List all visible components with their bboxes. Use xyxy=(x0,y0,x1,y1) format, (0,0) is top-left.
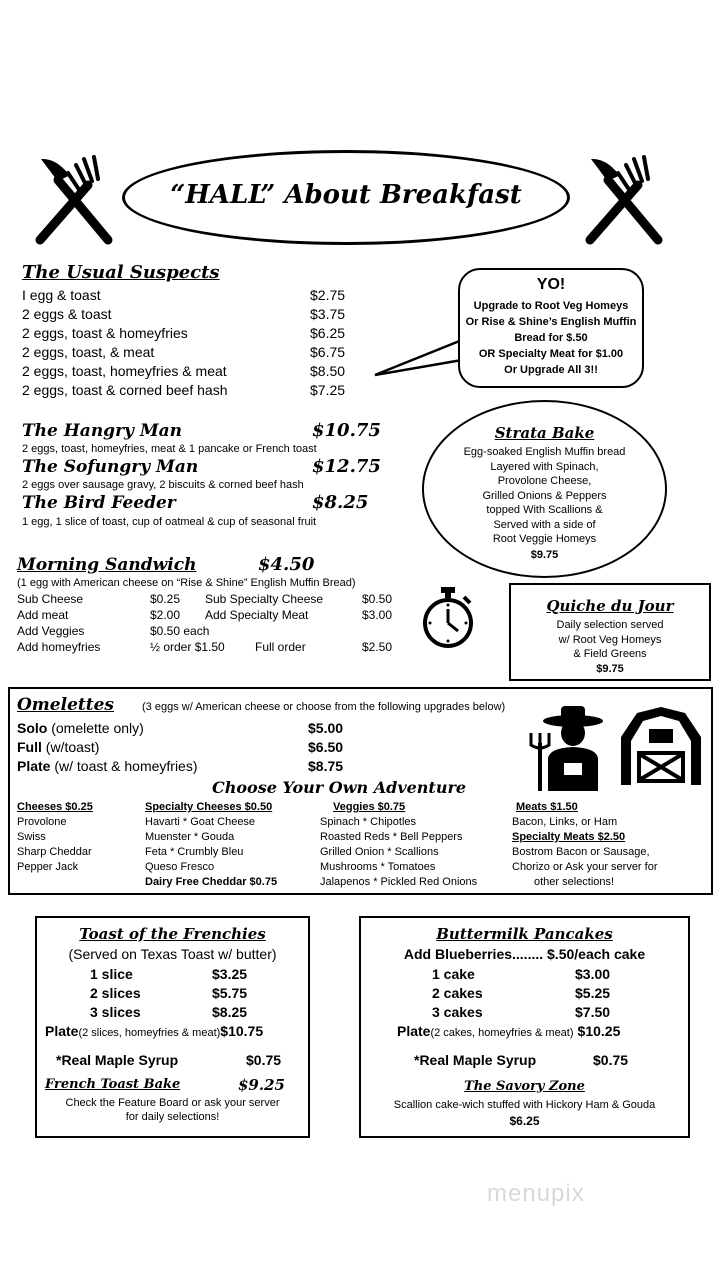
toast-subtitle: (Served on Texas Toast w/ butter) xyxy=(68,946,277,962)
toast-row-price: $8.25 xyxy=(212,1004,248,1020)
toast-row-label: 2 slices xyxy=(90,985,141,1001)
savory-zone-title: The Savory Zone xyxy=(464,1079,585,1094)
savory-zone-price: $6.25 xyxy=(509,1114,540,1128)
cheese-item: Pepper Jack xyxy=(17,861,79,873)
pancakes-plate xyxy=(397,1023,620,1039)
strata-line: Root Veggie Homeys xyxy=(492,533,597,545)
special-price: $8.25 xyxy=(312,492,369,513)
opt-label: Add Specialty Meat xyxy=(205,608,309,622)
usual-item xyxy=(22,306,112,322)
yo-line: OR Specialty Meat for $1.00 xyxy=(478,348,624,360)
opt-price: $2.50 xyxy=(362,640,393,654)
specialty-cheese-item: Queso Fresco xyxy=(145,861,215,873)
strata-line: Provolone Cheese, xyxy=(497,475,592,487)
specialty-cheeses-heading: Specialty Cheeses $0.50 xyxy=(145,801,273,813)
omelette-price: $5.00 xyxy=(308,720,344,736)
opt-price: $2.00 xyxy=(150,608,181,622)
speech-bubble-tail xyxy=(370,330,470,380)
pancake-row-price: $5.25 xyxy=(575,985,611,1001)
specialty-cheese-item: Muenster * Gouda xyxy=(145,831,235,843)
plate-label: Plate xyxy=(397,1023,431,1039)
special-desc: 2 eggs over sausage gravy, 2 biscuits & corned beef hash xyxy=(22,479,304,491)
specialty-meat-item: other selections! xyxy=(534,876,615,888)
size-desc: (w/toast) xyxy=(41,739,100,755)
bake-line: Check the Feature Board or ask your server xyxy=(65,1097,280,1109)
plate-label: Plate xyxy=(45,1023,79,1039)
item-name: 2 eggs, toast & homeyfries xyxy=(22,325,188,341)
veggies-heading: Veggies $0.75 xyxy=(333,801,406,813)
pancakes-title: Buttermilk Pancakes xyxy=(436,925,613,943)
specialty-meat-item: Chorizo or Ask your server for xyxy=(512,861,658,873)
yo-lines xyxy=(458,298,644,378)
specialty-cheese-item: Havarti * Goat Cheese xyxy=(145,816,256,828)
pancakes-syrup-label: *Real Maple Syrup xyxy=(414,1052,537,1068)
omelette-size xyxy=(17,758,198,774)
veggie-item: Mushrooms * Tomatoes xyxy=(320,861,436,873)
pancake-row-label: 1 cake xyxy=(432,966,475,982)
meats-column xyxy=(512,800,658,890)
item-name: 2 eggs, toast, & meat xyxy=(22,344,155,360)
omelette-size xyxy=(17,739,99,755)
toast-title: Toast of the Frenchies xyxy=(79,925,266,943)
strata-price: $9.75 xyxy=(530,548,559,561)
pancake-row-price: $3.00 xyxy=(575,966,611,982)
quiche-price: $9.75 xyxy=(596,662,624,675)
pancake-row-label: 3 cakes xyxy=(432,1004,483,1020)
toast-row-label: 1 slice xyxy=(90,966,133,982)
toast-plate xyxy=(45,1023,263,1039)
yo-line: Or Rise & Shine’s English Muffin xyxy=(465,316,637,328)
strata-line: topped With Scallions & xyxy=(486,504,603,516)
opt-price: $0.50 each xyxy=(150,624,210,638)
strata-line: Layered with Spinach, xyxy=(490,460,599,473)
yo-line: Bread for $.50 xyxy=(514,332,588,344)
special-price: $12.75 xyxy=(312,456,381,477)
usual-price: $8.50 xyxy=(310,363,346,379)
specialty-meat-item: Bostrom Bacon or Sausage, xyxy=(512,846,650,858)
opt-label: Add homeyfries xyxy=(17,640,101,654)
quiche-line: & Field Greens xyxy=(573,648,647,660)
strata-line: Egg-soaked English Muffin bread xyxy=(463,446,626,458)
cheese-item: Swiss xyxy=(17,831,46,843)
opt-price: $0.25 xyxy=(150,592,181,606)
toast-bake-lines xyxy=(35,1096,310,1124)
toast-syrup-label: *Real Maple Syrup xyxy=(56,1052,179,1068)
usual-price: $6.75 xyxy=(310,344,346,360)
toast-row-price: $3.25 xyxy=(212,966,248,982)
farmer-icon xyxy=(528,703,608,793)
toast-row-label: 3 slices xyxy=(90,1004,141,1020)
item-name: 2 eggs & toast xyxy=(22,306,112,322)
specialty-cheese-item: Feta * Crumbly Bleu xyxy=(145,846,244,858)
pancake-row-label: 2 cakes xyxy=(432,985,483,1001)
size-name: Solo xyxy=(17,720,48,736)
meat-item: Bacon, Links, or Ham xyxy=(512,816,618,828)
opt-price: ½ order $1.50 xyxy=(150,640,225,654)
veggie-item: Jalapenos * Pickled Red Onions xyxy=(320,876,478,888)
usual-item xyxy=(22,287,101,303)
opt-label: Full order xyxy=(255,640,306,654)
sandwich-desc: (1 egg with American cheese on “Rise & Shine” English Muffin Bread) xyxy=(17,577,356,589)
veggie-item: Roasted Reds * Bell Peppers xyxy=(320,831,463,843)
quiche-line: w/ Root Veg Homeys xyxy=(558,633,662,646)
plate-desc: (2 slices, homeyfries & meat) xyxy=(78,1027,221,1039)
yo-title: YO! xyxy=(536,276,566,293)
specialty-cheeses-column xyxy=(145,800,277,890)
opt-price: $0.50 xyxy=(362,592,393,606)
size-desc: (w/ toast & homeyfries) xyxy=(50,758,198,774)
special-price: $10.75 xyxy=(312,420,381,441)
opt-label: Sub Cheese xyxy=(17,592,84,606)
opt-price: $3.00 xyxy=(362,608,393,622)
plate-price: $10.75 xyxy=(220,1023,264,1039)
quiche-lines xyxy=(509,618,711,676)
strata-line: Grilled Onions & Peppers xyxy=(482,489,607,502)
special-name: The Bird Feeder xyxy=(22,493,176,513)
strata-title: Strata Bake xyxy=(494,424,595,442)
sandwich-title: Morning Sandwich xyxy=(17,555,197,575)
usual-item xyxy=(22,344,154,360)
fork-knife-icon-left xyxy=(28,155,123,250)
usual-price: $6.25 xyxy=(310,325,346,341)
opt-label: Add Veggies xyxy=(17,624,85,638)
toast-row-price: $5.75 xyxy=(212,985,248,1001)
pancakes-blueberries: Add Blueberries........ $.50/each cake xyxy=(403,946,646,962)
opt-label: Add meat xyxy=(17,608,69,622)
french-toast-bake-price: $9.25 xyxy=(238,1076,285,1094)
usual-item xyxy=(22,382,227,398)
veggies-column xyxy=(320,800,477,890)
strata-line: Served with a side of xyxy=(493,518,596,531)
specialty-meats-heading: Specialty Meats $2.50 xyxy=(512,831,626,843)
omelette-price: $8.75 xyxy=(308,758,344,774)
pancakes-syrup-price: $0.75 xyxy=(593,1052,629,1068)
adventure-heading: Choose Your Own Adventure xyxy=(212,778,467,797)
savory-zone-desc: Scallion cake-wich stuffed with Hickory Ham & Gouda xyxy=(393,1099,656,1111)
special-name: The Sofungry Man xyxy=(22,457,199,477)
omelettes-subtitle: (3 eggs w/ American cheese or choose from the following upgrades below) xyxy=(142,701,506,713)
usual-item xyxy=(22,325,188,341)
usual-price: $3.75 xyxy=(310,306,346,322)
usual-item xyxy=(22,363,227,379)
quiche-title: Quiche du Jour xyxy=(546,597,674,615)
usual-price: $7.25 xyxy=(310,382,346,398)
veggie-item: Grilled Onion * Scallions xyxy=(320,846,439,858)
omelette-size xyxy=(17,720,144,736)
item-name: 2 eggs, toast, homeyfries & meat xyxy=(22,363,227,379)
usual-price: $2.75 xyxy=(310,287,346,303)
size-name: Full xyxy=(17,739,42,755)
cheeses-column xyxy=(17,800,93,875)
pancake-row-price: $7.50 xyxy=(575,1004,611,1020)
size-desc: (omelette only) xyxy=(47,720,144,736)
yo-line: Or Upgrade All 3!! xyxy=(504,364,598,376)
french-toast-bake-title: French Toast Bake xyxy=(45,1077,181,1092)
fork-knife-icon-right xyxy=(578,155,673,250)
toast-syrup-price: $0.75 xyxy=(246,1052,282,1068)
yo-line: Upgrade to Root Veg Homeys xyxy=(473,300,629,312)
bake-line: for daily selections! xyxy=(125,1111,220,1123)
stopwatch-icon xyxy=(418,587,478,649)
special-desc: 2 eggs, toast, homeyfries, meat & 1 pancake or French toast xyxy=(22,443,317,455)
veggie-item: Spinach * Chipotles xyxy=(320,816,417,828)
special-name: The Hangry Man xyxy=(22,421,183,441)
usual-heading: The Usual Suspects xyxy=(22,262,220,283)
quiche-line: Daily selection served xyxy=(556,619,664,631)
cheeses-heading: Cheeses $0.25 xyxy=(17,801,93,813)
meats-heading: Meats $1.50 xyxy=(516,801,578,813)
opt-label: Sub Specialty Cheese xyxy=(205,592,324,606)
item-name: 2 eggs, toast & corned beef hash xyxy=(22,382,228,398)
watermark: menupix xyxy=(487,1180,585,1207)
strata-lines xyxy=(422,445,667,562)
sandwich-price: $4.50 xyxy=(258,554,315,575)
dairy-free-cheddar: Dairy Free Cheddar $0.75 xyxy=(145,876,278,888)
item-name: I egg & toast xyxy=(22,287,101,303)
size-name: Plate xyxy=(17,758,51,774)
page-title: “HALL” About Breakfast xyxy=(170,180,522,210)
barn-icon xyxy=(617,705,705,787)
plate-price: $10.25 xyxy=(577,1023,621,1039)
omelettes-title: Omelettes xyxy=(17,695,114,715)
special-desc: 1 egg, 1 slice of toast, cup of oatmeal & cup of seasonal fruit xyxy=(22,516,317,528)
omelette-price: $6.50 xyxy=(308,739,344,755)
cheese-item: Sharp Cheddar xyxy=(17,846,92,858)
cheese-item: Provolone xyxy=(17,816,67,828)
plate-desc: (2 cakes, homeyfries & meat) xyxy=(430,1027,574,1039)
